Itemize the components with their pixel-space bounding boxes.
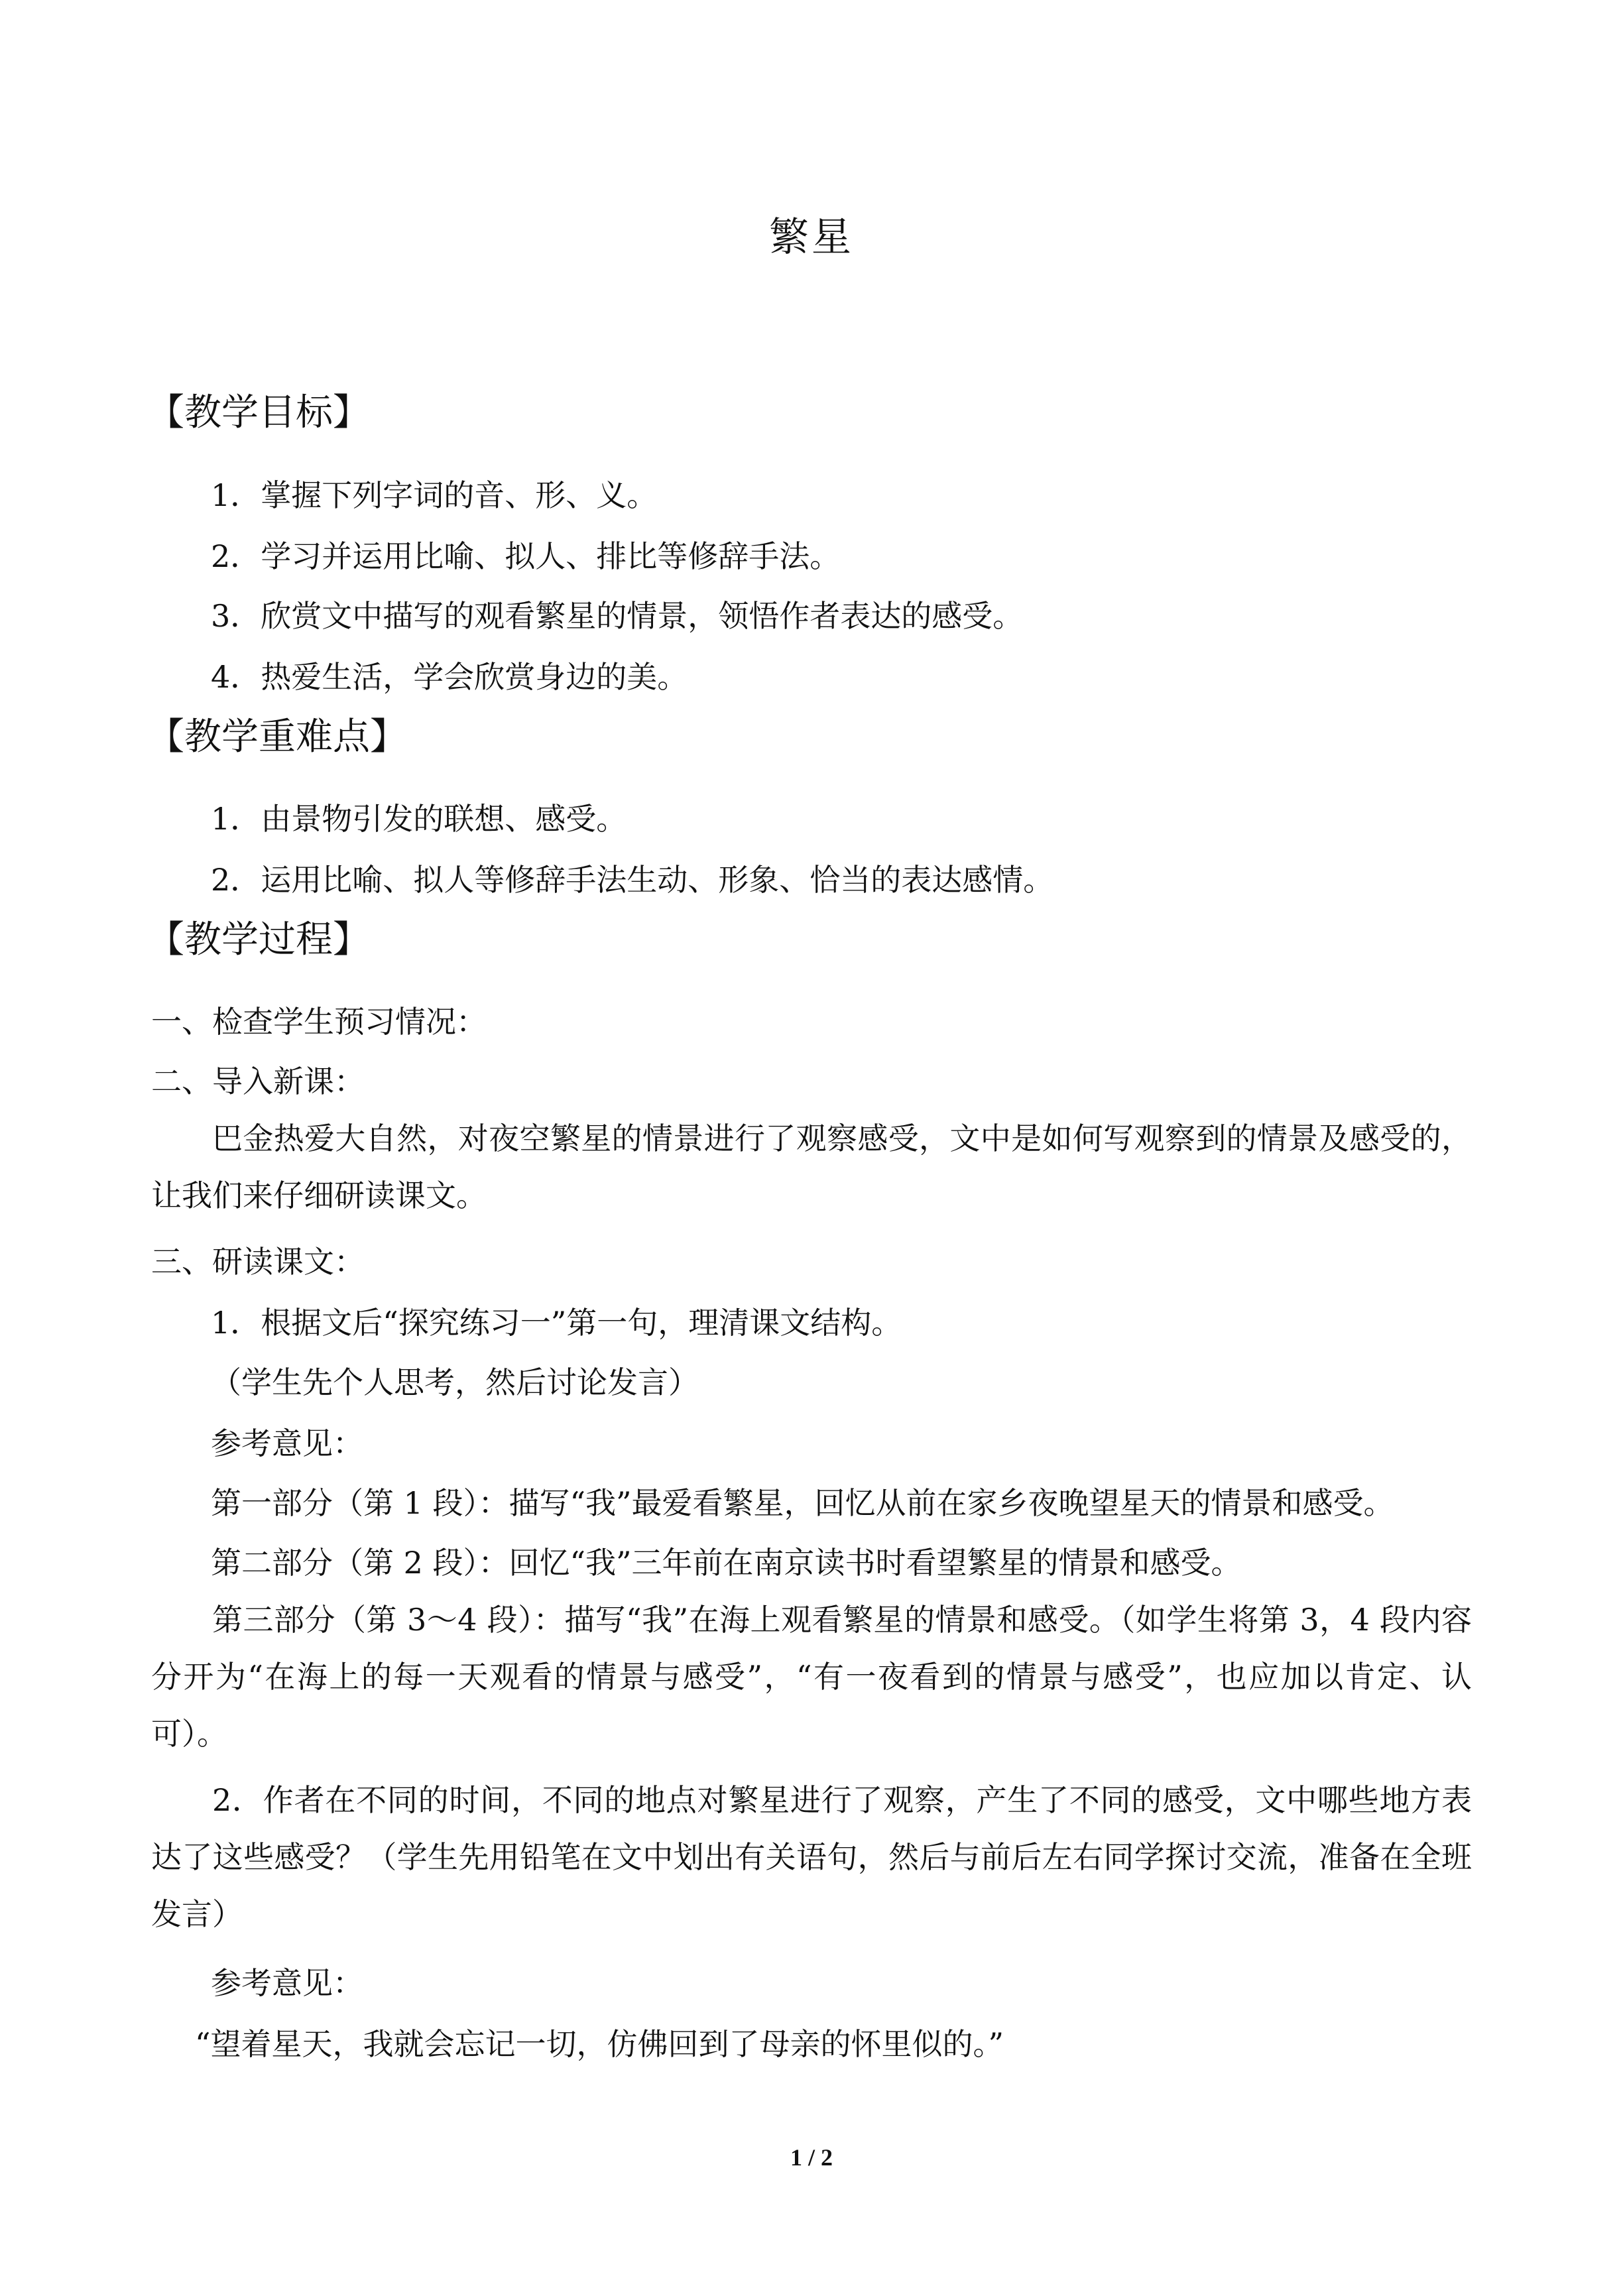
heading-objectives: 【教学目标】: [147, 391, 370, 434]
reference-label-2: 参考意见：: [211, 1965, 363, 2001]
question-1-note: （学生先个人思考，然后讨论发言）: [211, 1364, 699, 1400]
process-step-1: 一、检查学生预习情况：: [151, 1004, 487, 1040]
heading-key-points: 【教学重难点】: [147, 715, 407, 758]
objective-item-3: 3．欣赏文中描写的观看繁星的情景，领悟作者表达的感受。: [211, 598, 1024, 634]
objective-item-1: 1．掌握下列字词的音、形、义。: [211, 477, 658, 513]
process-step-3: 三、研读课文：: [151, 1244, 365, 1280]
process-step-2: 二、导入新课：: [151, 1063, 365, 1099]
structure-part-1: 第一部分（第 1 段）：描写“我”最爱看繁星，回忆从前在家乡夜晚望星天的情景和感受。: [211, 1485, 1394, 1521]
document-title: 繁星: [769, 214, 854, 261]
heading-process: 【教学过程】: [147, 918, 370, 961]
objective-item-2: 2．学习并运用比喻、拟人、排比等修辞手法。: [211, 538, 841, 574]
page-number: 1 / 2: [790, 2144, 833, 2171]
key-point-item-1: 1．由景物引发的联想、感受。: [211, 801, 627, 837]
question-1: 1．根据文后“探究练习一”第一句，理清课文结构。: [211, 1305, 902, 1341]
intro-paragraph: 巴金热爱大自然，对夜空繁星的情景进行了观察感受，文中是如何写观察到的情景及感受的，让我们来仔细研读课文。: [151, 1120, 1472, 1213]
key-point-item-2: 2．运用比喻、拟人等修辞手法生动、形象、恰当的表达感情。: [211, 862, 1054, 898]
question-2: 2．作者在不同的时间，不同的地点对繁星进行了观察，产生了不同的感受，文中哪些地方表达了这些感受？（学生先用铅笔在文中划出有关语句，然后与前后左右同学探讨交流，准备在全班发言）: [151, 1782, 1472, 1932]
objective-item-4: 4．热爱生活，学会欣赏身边的美。: [211, 659, 688, 695]
reference-label-1: 参考意见：: [211, 1425, 363, 1461]
structure-part-2: 第二部分（第 2 段）：回忆“我”三年前在南京读书时看望繁星的情景和感受。: [211, 1545, 1242, 1581]
structure-part-3: 第三部分（第 3～4 段）：描写“我”在海上观看繁星的情景和感受。（如学生将第 3，4 段内容分开为“在海上的每一天观看的情景与感受”，“有一夜看到的情景与感受”，也应加以肯定、认可）。: [151, 1602, 1472, 1752]
quote-line-1: “望着星天，我就会忘记一切，仿佛回到了母亲的怀里似的。”: [195, 2026, 1004, 2062]
